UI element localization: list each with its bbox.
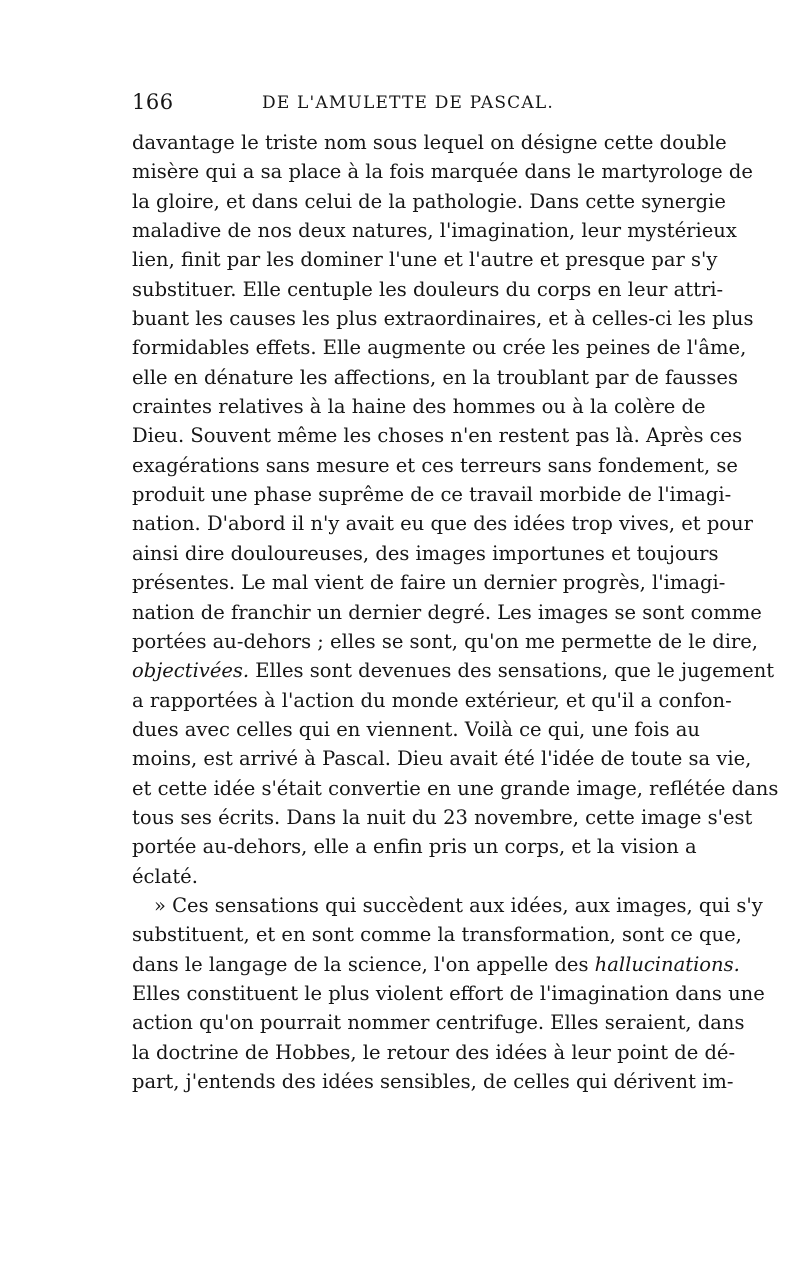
text-line: exagérations sans mesure et ces terreurs sans fondement, se bbox=[132, 453, 738, 477]
text-line: dues avec celles qui en viennent. Voilà ce qui, une fois au bbox=[132, 717, 700, 741]
text-line: Dieu. Souvent même les choses n'en restent pas là. Après ces bbox=[132, 424, 743, 448]
text-line: misère qui a sa place à la fois marquée dans le martyrologe de bbox=[132, 160, 753, 184]
line-text: dans le langage de la science, l'on appelle des bbox=[132, 952, 595, 976]
text-line: » Ces sensations qui succèdent aux idées, aux images, qui s'y bbox=[154, 893, 763, 917]
text-line: la doctrine de Hobbes, le retour des idées à leur point de dé- bbox=[132, 1040, 736, 1064]
text-line: produit une phase suprême de ce travail morbide de l'imagi- bbox=[132, 483, 732, 507]
running-head: DE L'AMULETTE DE PASCAL. bbox=[262, 93, 554, 113]
text-line: portées au-dehors ; elles se sont, qu'on me permette de le dire, bbox=[132, 629, 758, 653]
text-line: substituent, et en sont comme la transformation, sont ce que, bbox=[132, 923, 742, 947]
paragraph bbox=[132, 891, 765, 1096]
text-line: moins, est arrivé à Pascal. Dieu avait été l'idée de toute sa vie, bbox=[132, 747, 752, 771]
text-line: a rapportées à l'action du monde extérieur, et qu'il a confon- bbox=[132, 688, 732, 712]
text-line: action qu'on pourrait nommer centrifuge. Elles seraient, dans bbox=[132, 1011, 745, 1035]
text-line: portée au-dehors, elle a enfin pris un corps, et la vision a bbox=[132, 835, 697, 859]
text-line: formidables effets. Elle augmente ou crée les peines de l'âme, bbox=[132, 336, 747, 360]
text-line: nation. D'abord il n'y avait eu que des idées trop vives, et pour bbox=[132, 512, 753, 536]
italic-word: objectivées. bbox=[132, 659, 250, 683]
text-line: Elles constituent le plus violent effort de l'imagination dans une bbox=[132, 981, 765, 1005]
body-text bbox=[132, 128, 779, 1096]
text-line: part, j'entends des idées sensibles, de celles qui dérivent im- bbox=[132, 1070, 734, 1093]
line-text: Elles sont devenues des sensations, que le jugement bbox=[249, 659, 775, 683]
text-line: ainsi dire douloureuses, des images importunes et toujours bbox=[132, 541, 719, 565]
text-line bbox=[132, 656, 775, 685]
text-line: elle en dénature les affections, en la troublant par de fausses bbox=[132, 365, 738, 389]
text-line: la gloire, et dans celui de la pathologie. Dans cette synergie bbox=[132, 189, 726, 213]
text-line bbox=[132, 950, 740, 979]
text-line: craintes relatives à la haine des hommes ou à la colère de bbox=[132, 395, 706, 419]
text-line: éclaté. bbox=[132, 864, 198, 888]
text-line: nation de franchir un dernier degré. Les images se sont comme bbox=[132, 600, 762, 624]
text-line: tous ses écrits. Dans la nuit du 23 novembre, cette image s'est bbox=[132, 805, 753, 829]
text-line: davantage le triste nom sous lequel on désigne cette double bbox=[132, 131, 727, 154]
text-line: maladive de nos deux natures, l'imagination, leur mystérieux bbox=[132, 219, 737, 243]
text-line: et cette idée s'était convertie en une grande image, reflétée dans bbox=[132, 776, 779, 800]
italic-word: hallucinations. bbox=[594, 952, 740, 976]
text-line: lien, finit par les dominer l'une et l'autre et presque par s'y bbox=[132, 248, 718, 272]
text-line: buant les causes les plus extraordinaires, et à celles-ci les plus bbox=[132, 307, 754, 331]
text-line: présentes. Le mal vient de faire un dernier progrès, l'imagi- bbox=[132, 571, 726, 595]
text-line: substituer. Elle centuple les douleurs du corps en leur attri- bbox=[132, 277, 724, 301]
page-header bbox=[132, 90, 676, 120]
paragraph bbox=[132, 128, 779, 891]
page-number: 166 bbox=[132, 90, 174, 114]
